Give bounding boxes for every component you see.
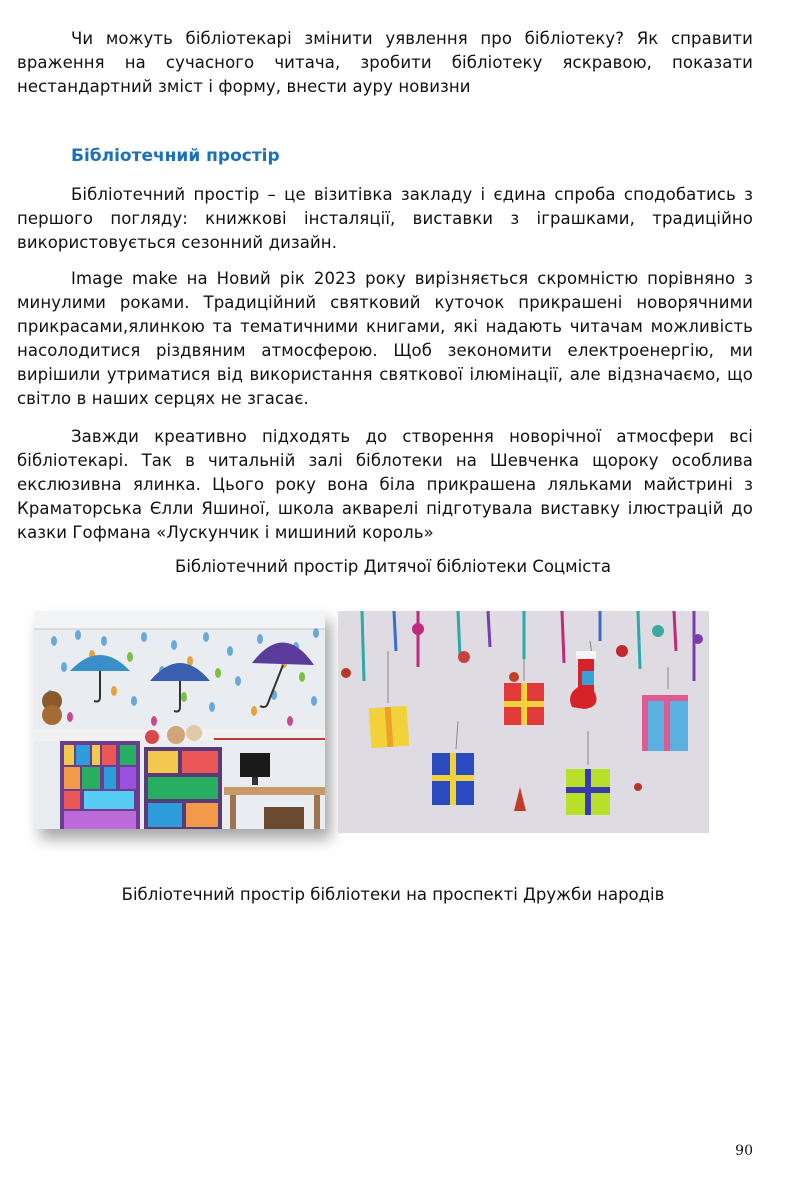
- caption-children-library: Бібліотечний простір Дитячої бібліотеки Соцміста: [175, 557, 611, 576]
- paragraph-1: Бібліотечний простір – це візитівка закладу і єдина спроба сподобатись з першого погляду: книжкові інсталяції, виставки з іграшками, традиційно використовується сезонний дизайн.: [17, 185, 753, 252]
- page-number: 90: [735, 1143, 753, 1159]
- intro-paragraph: Чи можуть бібліотекарі змінити уявлення про бібліотеку? Як справити враження на сучасного читача, зробити бібліотеку яскравою, показати нестандартний зміст і форму, внести ауру новизни: [17, 29, 753, 96]
- paragraph-2: Image make на Новий рік 2023 року вирізняється скромністю порівняно з минулими роками. Традиційний святковий куточок прикрашені новорячними прикрасами,ялинкою та тематичними книгами, які надають читачам можливість насолодитися різдвяним атмосферою. Щоб зекономити електроенергію, ми вирішили утриматися від використання святкової ілюмінації, але відзначаємо, що світло в наших серцях не згасає.: [17, 269, 753, 408]
- paragraph-3: Завжди креативно підходять до створення новорічної атмосфери всі бібліотекарі. Так в читальній залі біблотеки на Шевченка щороку особлива екслюзивна ялинка. Цього року вона біла прикрашена ляльками майстрині з Краматорська Єлли Яшиної, школа акварелі підготувала виставку ілюстрацій до казки Гофмана «Лускунчик і мишиний король»: [17, 427, 753, 542]
- photo-gift-decorations: [338, 611, 709, 833]
- caption-druzhby-library: Бібліотечний простір бібліотеки на проспекті Дружби народів: [121, 885, 665, 904]
- section-heading: Бібліотечний простір: [71, 146, 280, 166]
- photo-children-library: [34, 611, 325, 829]
